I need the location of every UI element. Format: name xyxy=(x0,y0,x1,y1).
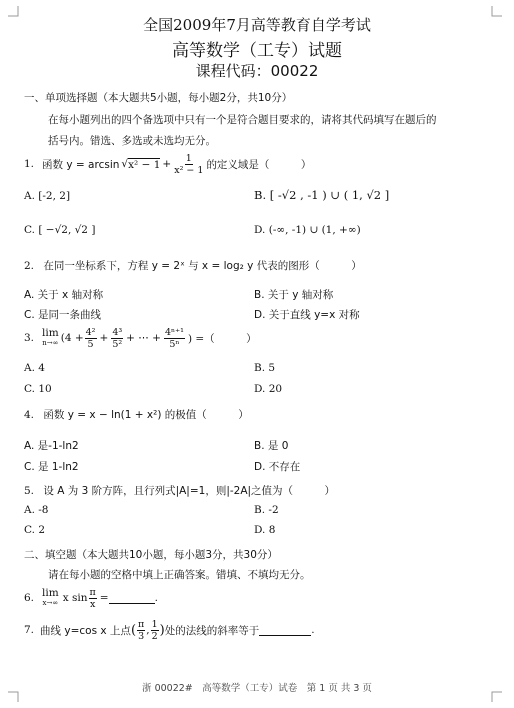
q7-fraction-1 xyxy=(137,619,145,642)
limit-label: lim xyxy=(42,587,59,599)
q3-option-b: B. 5 xyxy=(254,362,276,374)
q4-option-d: D. 不存在 xyxy=(254,461,301,473)
q4-stem: 函数 y = x − ln(1 + x²) 的极值（ ） xyxy=(43,409,249,421)
fraction-numerator: π xyxy=(89,586,96,598)
sqrt-icon: √ xyxy=(121,158,129,170)
question-2-stem xyxy=(24,258,362,273)
fraction-numerator: 1 xyxy=(185,152,192,164)
fraction-numerator: 4ⁿ⁺¹ xyxy=(164,326,184,338)
question-number: 3. xyxy=(24,332,35,344)
fraction-numerator: π xyxy=(138,618,145,630)
q1-plus: + xyxy=(162,158,172,170)
question-6-stem xyxy=(24,584,158,612)
question-3-stem: 3. lim n→∞ (4 + $\frac{\text{4²}}{5}$ + $\frac{\text{4³}}{\text{5²}}$ + ⋯ + $\frac{\text{4ⁿ⁺¹}}{\text{5ⁿ}}$ ) =（ ） xyxy=(24,326,257,350)
q3-expr-open: (4 + xyxy=(60,332,84,344)
fraction-denominator: 2 xyxy=(151,630,158,642)
q2-option-b: B. 关于 y 轴对称 xyxy=(254,289,334,301)
q4-option-c: C. 是 1-ln2 xyxy=(24,461,79,473)
fraction-denominator: x xyxy=(89,598,96,610)
fraction-denominator: 5ⁿ xyxy=(169,338,180,350)
question-4-stem xyxy=(24,407,249,422)
question-number: 2. xyxy=(24,260,35,272)
q7-pre: 曲线 y=cos x 上点 xyxy=(40,624,131,637)
fraction-denominator: x² − 1 xyxy=(174,164,204,176)
q3-option-c: C. 10 xyxy=(24,383,52,395)
q2-option-d: D. 关于直线 y=x 对称 xyxy=(254,309,360,321)
q3-option-a: A. 4 xyxy=(24,362,45,374)
q7-fraction-2 xyxy=(151,619,159,642)
subject-title: 高等数学（工专）试题 xyxy=(172,41,342,61)
q3-fraction-3 xyxy=(164,327,185,350)
fraction-numerator: 4³ xyxy=(112,326,123,338)
question-5-stem xyxy=(24,483,335,498)
limit-label: lim xyxy=(42,327,59,339)
section-2-heading: 二、填空题（本大题共10小题，每小题3分，共30分） xyxy=(24,549,278,561)
fraction-denominator: 3 xyxy=(138,630,145,642)
q2-option-a: A. 关于 x 轴对称 xyxy=(24,289,104,301)
q1-option-c: C. [ −√2, √2 ] xyxy=(24,224,96,236)
section-2-instruction: 请在每小题的空格中填上正确答案。错填、不填均无分。 xyxy=(48,569,311,581)
q5-option-a: A. -8 xyxy=(24,504,49,516)
fraction-numerator: 4² xyxy=(85,326,96,338)
question-number: 6. xyxy=(24,592,35,604)
q1-stem-suffix: 的定义域是（ ） xyxy=(206,158,312,171)
q3-option-d: D. 20 xyxy=(254,383,283,395)
q2-stem: 在同一坐标系下，方程 y = 2ˣ 与 x = log₂ y 代表的图形（ ） xyxy=(43,260,362,272)
question-7-stem xyxy=(24,615,315,645)
answer-blank[interactable] xyxy=(259,624,311,636)
q3-expr-close: ) =（ ） xyxy=(187,332,257,345)
q1-sqrt-content: x² − 1 xyxy=(128,158,161,171)
q7-post: 处的法线的斜率等于 xyxy=(164,624,260,637)
fraction-denominator: 5 xyxy=(87,338,94,350)
q3-fraction-1 xyxy=(85,327,97,350)
q1-option-b: B. [ -√2 , -1 ) ∪ ( 1, √2 ] xyxy=(254,188,390,202)
q3-fraction-2 xyxy=(111,327,123,350)
fraction-denominator: 5² xyxy=(112,338,123,350)
question-number: 4. xyxy=(24,409,35,421)
question-number: 1. xyxy=(24,158,35,170)
section-1-instruction-line1: 在每小题列出的四个备选项中只有一个是符合题目要求的，请将其代码填写在题后的 xyxy=(48,114,437,126)
q3-limit xyxy=(42,328,59,348)
q6-limit xyxy=(42,588,59,608)
q5-option-b: B. -2 xyxy=(254,504,279,516)
q1-fraction xyxy=(174,153,203,176)
question-1-stem xyxy=(24,150,311,178)
q5-stem: 设 A 为 3 阶方阵，且行列式|A|=1，则|-2A|之值为（ ） xyxy=(43,485,336,497)
q5-option-d: D. 8 xyxy=(254,524,276,536)
answer-blank[interactable] xyxy=(109,592,155,604)
q6-pre: x sin xyxy=(62,592,88,604)
q4-option-a: A. 是-1-ln2 xyxy=(24,440,79,452)
q1-option-d: D. (-∞, -1) ∪ (1, +∞) xyxy=(254,224,361,236)
course-code: 课程代码：00022 xyxy=(195,62,319,80)
q3-dots: + ⋯ + xyxy=(126,332,161,344)
exam-title: 全国2009年7月高等教育自学考试 xyxy=(143,16,371,34)
q6-end: . xyxy=(154,592,158,604)
section-1-instruction-line2: 括号内。错选、多选或未选均无分。 xyxy=(48,135,216,147)
q4-option-b: B. 是 0 xyxy=(254,440,289,452)
question-number: 7. xyxy=(24,624,35,636)
q5-option-c: C. 2 xyxy=(24,524,46,536)
q1-stem-prefix: 函数 y = arcsin xyxy=(42,158,120,171)
q7-open: ( xyxy=(130,622,137,638)
q7-close: ) xyxy=(159,622,165,638)
question-number: 5. xyxy=(24,485,35,497)
page-footer: 浙 00022# 高等数学（工专）试卷 第 1 页 共 3 页 xyxy=(142,683,372,694)
q1-option-a: A. [-2, 2] xyxy=(24,190,71,202)
q6-equals: = xyxy=(99,592,109,604)
q6-fraction xyxy=(89,587,97,610)
q2-option-c: C. 是同一条曲线 xyxy=(24,309,102,321)
limit-subscript: n→∞ xyxy=(42,339,59,347)
q7-comma: , xyxy=(146,624,150,636)
fraction-numerator: 1 xyxy=(151,618,158,630)
section-1-heading: 一、单项选择题（本大题共5小题，每小题2分，共10分） xyxy=(24,92,293,104)
limit-subscript: x→∞ xyxy=(42,599,59,607)
q7-end: . xyxy=(311,624,315,636)
